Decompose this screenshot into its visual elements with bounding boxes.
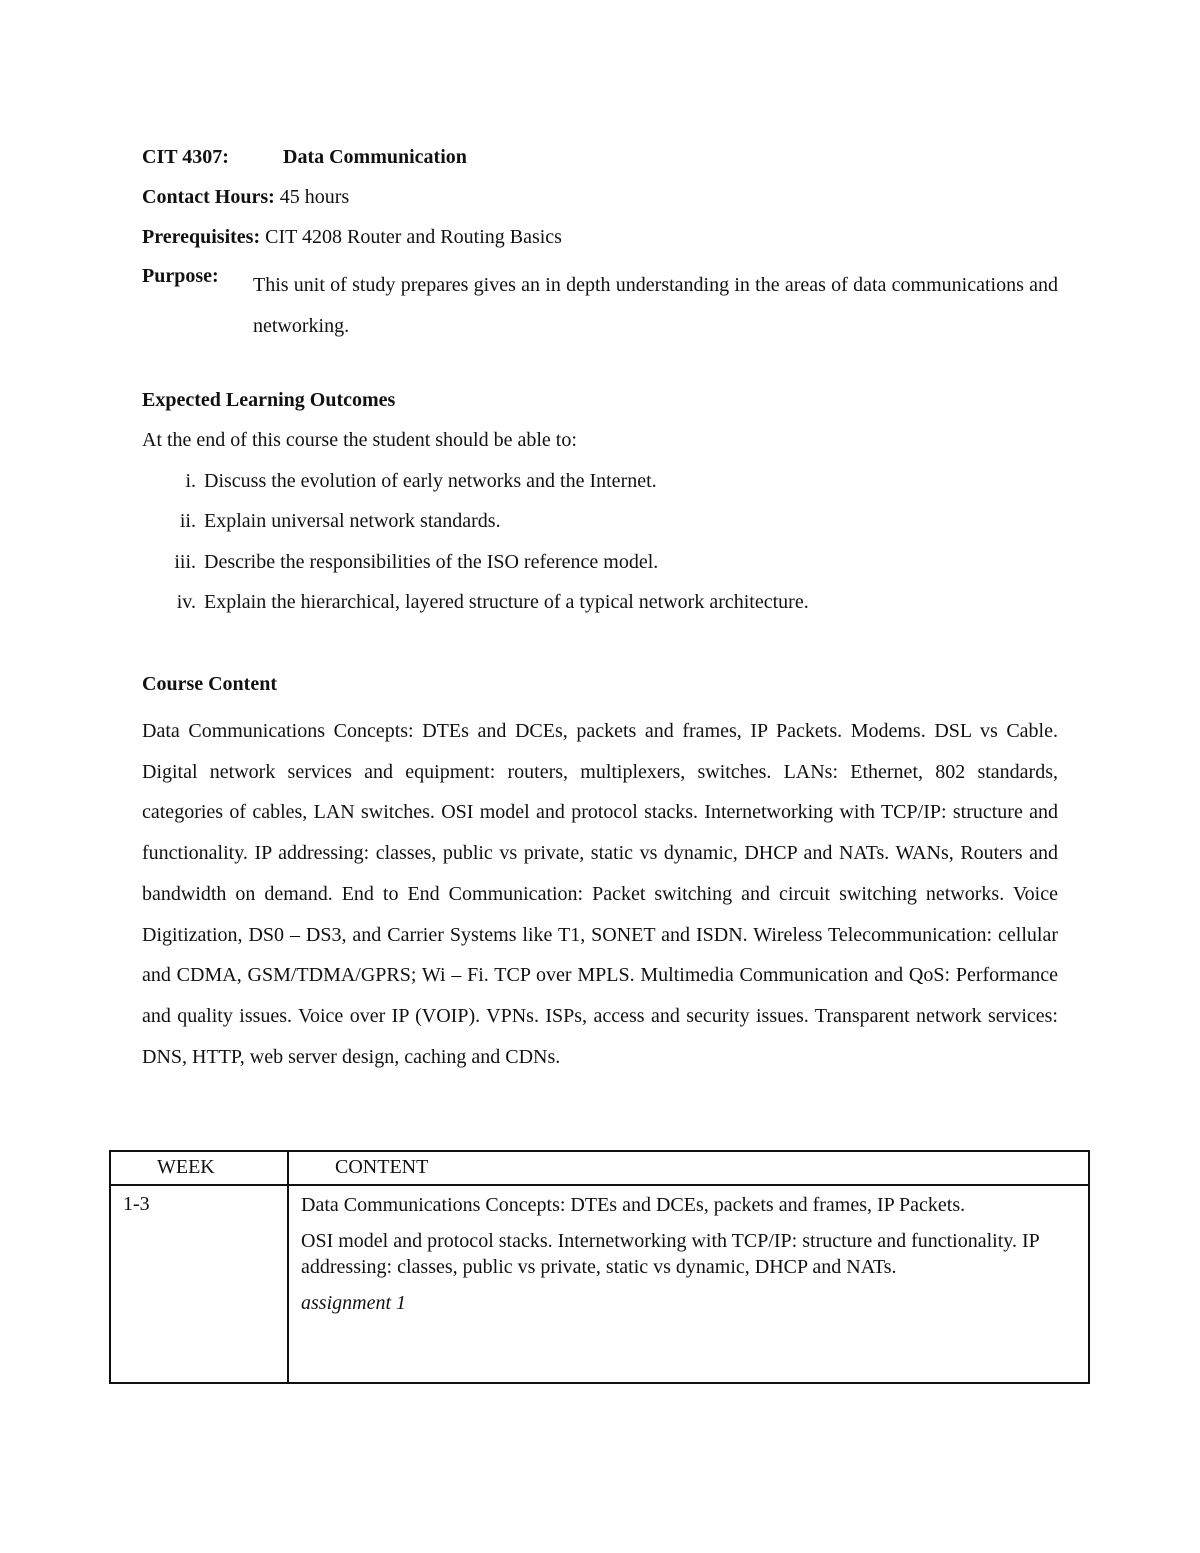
contact-hours-label: Contact Hours:: [142, 186, 275, 208]
contact-hours-value: 45 hours: [274, 186, 350, 208]
prerequisites-label: Prerequisites:: [142, 226, 261, 248]
table-row: [110, 1185, 1089, 1383]
outcomes-heading: Expected Learning Outcomes: [142, 389, 396, 411]
purpose-text: This unit of study prepares gives an in depth understanding in the areas of data communications and networking.: [253, 274, 1058, 337]
outcome-number: i.: [185, 470, 196, 492]
outcome-text: Explain universal network standards.: [204, 510, 501, 532]
course-title-line: [142, 145, 467, 169]
schedule-header-row: [110, 1151, 1089, 1185]
outcome-number: ii.: [179, 510, 196, 532]
outcome-number: iii.: [174, 551, 196, 573]
course-content-paragraph: Data Communications Concepts: DTEs and DCEs, packets and frames, IP Packets. Modems. DSL vs Cable. Digital network services and equipment: routers, multiplexers, switches. LANs: Ethernet, 802 standards, categories of cables, LAN switches. OSI model and protocol stacks. Internetworking with TCP/IP: structure and functionality. IP addressing: classes, public vs private, static vs dynamic, DHCP and NATs. WANs, Routers and bandwidth on demand. End to End Communication: Packet switching and circuit switching networks. Voice Digitization, DS0 – DS3, and Carrier Systems like T1, SONET and ISDN. Wireless Telecommunication: cellular and CDMA, GSM/TDMA/GPRS; Wi – Fi. TCP over MPLS. Multimedia Communication and QoS: Performance and quality issues. Voice over IP (VOIP). VPNs. ISPs, access and security issues. Transparent network services: DNS, HTTP, web server design, caching and CDNs.: [142, 720, 1058, 1068]
course-title: Data Communication: [283, 146, 467, 168]
assignment-note: assignment 1: [301, 1292, 406, 1314]
prerequisites-line: [142, 225, 562, 249]
course-content-heading: Course Content: [142, 673, 277, 695]
outcome-item: [142, 509, 501, 533]
week-column-header: WEEK: [110, 1151, 288, 1185]
course-code: CIT 4307:: [142, 146, 229, 168]
outcome-text: Describe the responsibilities of the ISO reference model.: [204, 551, 659, 573]
outcome-item: [142, 550, 658, 574]
week-cell: 1-3: [110, 1185, 288, 1383]
contact-hours-line: [142, 185, 349, 209]
outcome-text: Discuss the evolution of early networks and the Internet.: [204, 470, 657, 492]
outcome-text: Explain the hierarchical, layered structure of a typical network architecture.: [204, 591, 809, 613]
content-paragraph: OSI model and protocol stacks. Internetworking with TCP/IP: structure and functionality. IP addressing: classes, public vs private, static vs dynamic, DHCP and NATs.: [301, 1230, 1040, 1278]
outcome-item: [142, 469, 657, 493]
purpose-label: Purpose:: [142, 265, 219, 287]
content-cell: [288, 1185, 1089, 1383]
content-paragraph: Data Communications Concepts: DTEs and DCEs, packets and frames, IP Packets.: [301, 1194, 966, 1216]
outcomes-intro: At the end of this course the student should be able to:: [142, 429, 577, 451]
outcome-item: [142, 590, 809, 614]
content-column-header: CONTENT: [288, 1151, 1089, 1185]
prerequisites-value: CIT 4208 Router and Routing Basics: [260, 226, 562, 248]
outcome-number: iv.: [176, 591, 196, 613]
schedule-table: [109, 1150, 1090, 1384]
